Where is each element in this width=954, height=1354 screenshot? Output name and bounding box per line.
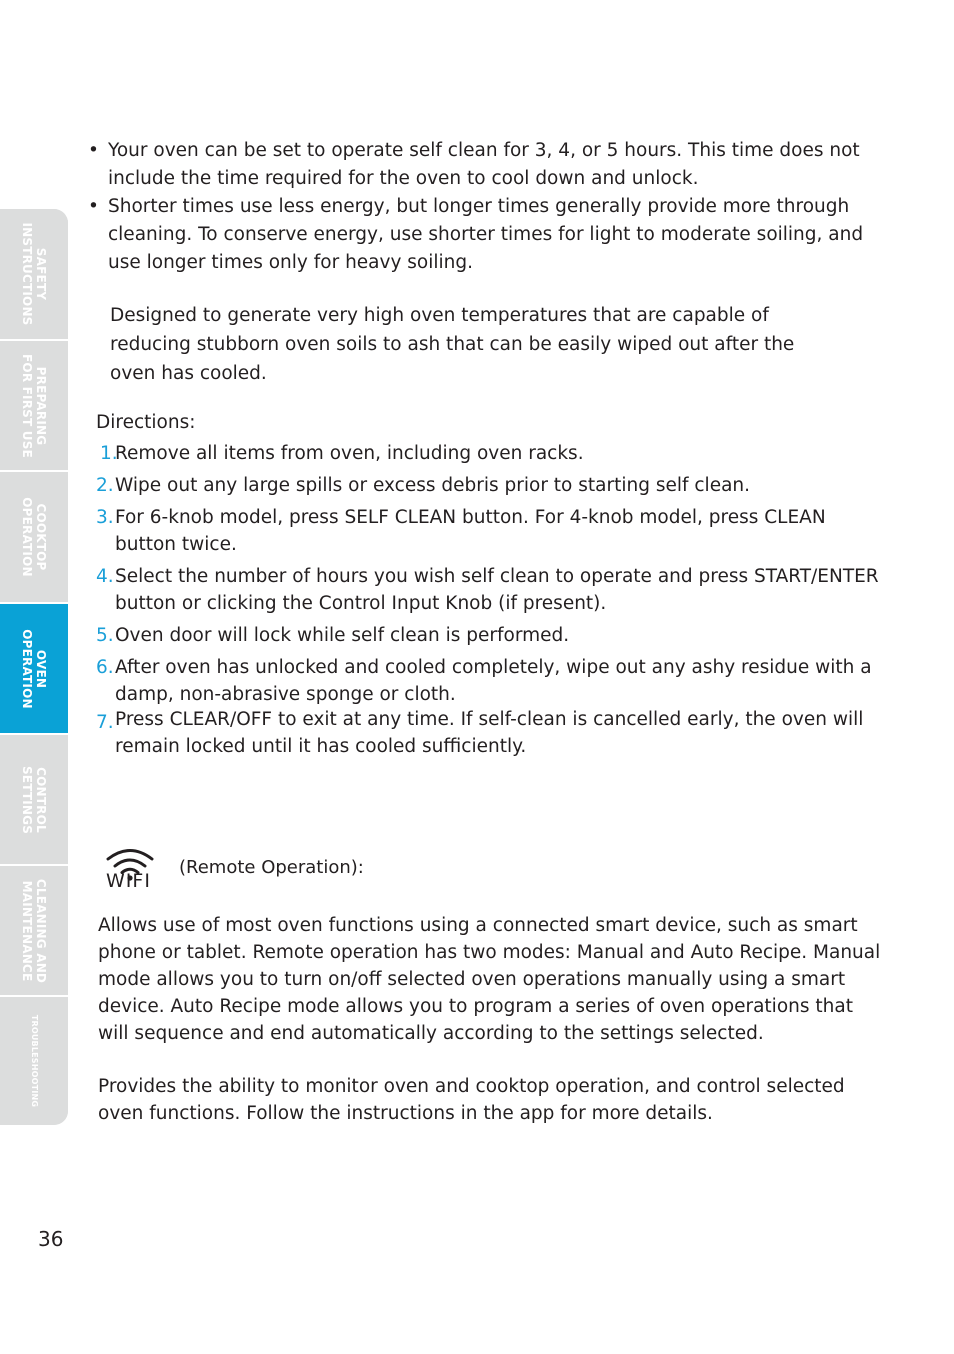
tab-control-settings[interactable] <box>0 735 68 866</box>
step-number: 2. <box>96 475 114 496</box>
step-number: 6. <box>96 657 114 678</box>
bullet-text: Shorter times use less energy, but longer times generally provide more through cleaning. To conserve energy, use shorter times for light to moderate soiling, and use longer times only for heavy soiling. <box>108 196 864 273</box>
tab-label: PREPARING FOR FIRST USE <box>20 353 48 458</box>
direction-step <box>96 655 886 708</box>
tab-label: TROUBLESHOOTING <box>30 1014 39 1108</box>
step-text: For 6-knob model, press SELF CLEAN button. For 4-knob model, press CLEAN button twice. <box>115 507 826 555</box>
tab-preparing-for-first-use[interactable] <box>0 341 68 472</box>
direction-step <box>96 441 886 468</box>
step-text: Remove all items from oven, including oven racks. <box>115 443 584 464</box>
section-sidebar <box>0 209 68 1125</box>
direction-step <box>96 623 886 650</box>
bullet-symbol: • <box>88 140 99 161</box>
tab-label: OVEN OPERATION <box>20 628 48 709</box>
step-text: Press CLEAR/OFF to exit at any time. If self-clean is cancelled early, the oven will remain locked until it has cooled sufficiently. <box>115 709 864 757</box>
step-number: 7. <box>96 712 114 733</box>
tab-troubleshooting[interactable] <box>0 997 68 1125</box>
remote-operation-paragraph-2: Provides the ability to monitor oven and cooktop operation, and control selected oven functions. Follow the instructions in the app for more details. <box>98 1076 845 1124</box>
step-number: 1. <box>100 443 118 464</box>
self-clean-description: Designed to generate very high oven temperatures that are capable of reducing stubborn oven soils to ash that can be easily wiped out after the oven has cooled. <box>110 305 795 384</box>
step-number: 5. <box>96 625 114 646</box>
tab-label: CONTROL SETTINGS <box>20 765 48 834</box>
page-number: 36 <box>38 1227 64 1251</box>
bullet-symbol: • <box>88 196 99 217</box>
step-text: After oven has unlocked and cooled completely, wipe out any ashy residue with a damp, non-abrasive sponge or cloth. <box>115 657 872 705</box>
tab-label: COOKTOP OPERATION <box>20 497 48 577</box>
remote-operation-paragraph: Allows use of most oven functions using a connected smart device, such as smart phone or tablet. Remote operation has two modes: Manual and Auto Recipe. Manual mode allows you to turn on/off selected oven operations manually using a smart device. Auto Recipe mode allows you to program a series of oven operations that will sequence and end automatically according to the settings selected. <box>98 915 881 1044</box>
direction-step <box>96 707 886 760</box>
wifi-caption: WIFI <box>106 870 151 892</box>
tab-label: SAFETY INSTRUCTIONS <box>20 222 48 326</box>
tab-oven-operation[interactable] <box>0 604 68 735</box>
tab-cleaning-and-maintenance[interactable] <box>0 866 68 997</box>
direction-step <box>96 505 886 558</box>
tab-cooktop-operation[interactable] <box>0 472 68 604</box>
bullet-text: Your oven can be set to operate self clean for 3, 4, or 5 hours. This time does not include the time required for the oven to cool down and unlock. <box>108 140 860 189</box>
tab-safety-instructions[interactable] <box>0 209 68 341</box>
step-number: 3. <box>96 507 114 528</box>
bullet-item <box>88 193 868 277</box>
step-text: Oven door will lock while self clean is performed. <box>115 625 570 646</box>
direction-step <box>96 564 886 617</box>
step-text: Wipe out any large spills or excess debris prior to starting self clean. <box>115 475 751 496</box>
step-number: 4. <box>96 566 114 587</box>
tab-label: CLEANING AND MAINTENANCE <box>20 878 48 983</box>
remote-operation-title: (Remote Operation): <box>179 857 364 878</box>
bullet-item <box>88 137 868 193</box>
step-text: Select the number of hours you wish self clean to operate and press START/ENTER button or clicking the Control Input Knob (if present). <box>115 566 879 614</box>
directions-heading: Directions: <box>96 412 196 433</box>
direction-step <box>96 473 886 500</box>
